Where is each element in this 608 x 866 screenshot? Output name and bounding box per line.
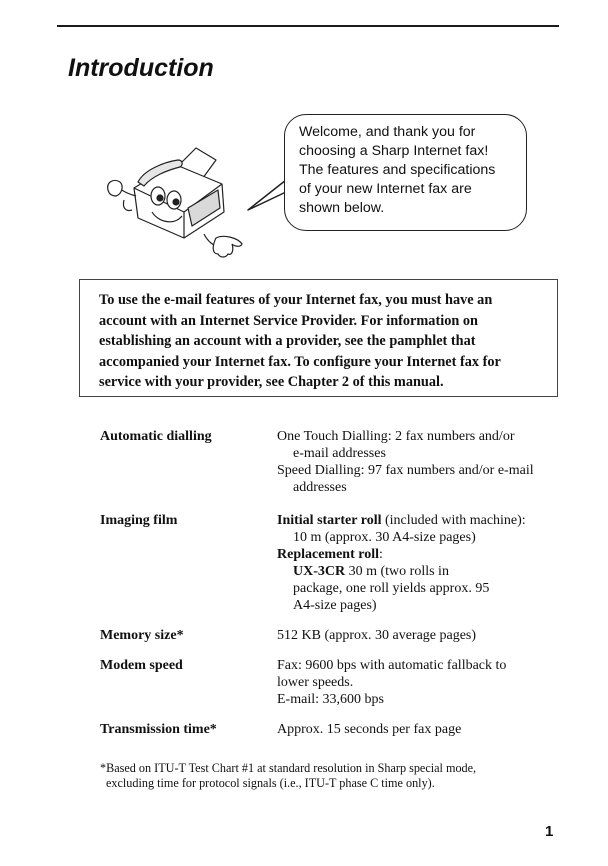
isp-notice-box [79,279,558,397]
starter-roll-note: (included with machine): [381,513,526,528]
spec-value: Approx. 15 seconds per fax page [277,722,462,737]
spec-row-imaging-film [100,512,570,614]
spec-row-modem-speed [100,657,570,708]
bubble-line: of your new Internet fax are [299,181,472,197]
spec-line: A4-size pages) [293,598,377,613]
spec-line [277,546,567,563]
footnote-line: *Based on ITU-T Test Chart #1 at standard resolution in Sharp special mode, [100,761,477,775]
starter-roll-label: Initial starter roll [277,513,382,528]
replacement-roll-label: Replacement roll [277,547,379,562]
spec-value: 512 KB (approx. 30 average pages) [277,628,477,643]
bubble-line: The features and specifications [299,162,496,178]
spec-line [277,512,567,529]
footnote [100,761,550,791]
replacement-colon: : [379,547,383,562]
top-rule [57,25,559,27]
spec-value [277,657,567,708]
spec-line: Speed Dialling: 97 fax numbers and/or e-mail [277,463,534,478]
spec-line [277,563,567,580]
model-detail: 30 m (two rolls in [345,564,449,579]
spec-label: Automatic dialling [100,429,212,444]
page-title: Introduction [68,54,214,82]
specifications-table [100,428,570,738]
spec-value [277,512,567,614]
spec-line: addresses [293,480,347,495]
bubble-line: choosing a Sharp Internet fax! [299,143,489,159]
speech-bubble-tail [246,178,288,214]
spec-line: e-mail addresses [293,446,386,461]
bubble-line: shown below. [299,200,385,216]
spec-label: Imaging film [100,513,178,528]
welcome-speech-bubble [284,114,527,231]
spec-label: Modem speed [100,658,183,673]
spec-value [277,428,567,496]
spec-row-automatic-dialling [100,428,570,496]
spec-line: 10 m (approx. 30 A4-size pages) [293,530,476,545]
notice-text: To use the e-mail features of your Internet fax, you must have an account with an Internet Service Provider. For information on establishing an account with a provider, see the pamphlet that accompanied your Internet fax. To configure your Internet fax for service with your provider, see Chapter 2 of this manual. [99,292,501,390]
spec-line: package, one roll yields approx. 95 [293,581,490,596]
spec-line: One Touch Dialling: 2 fax numbers and/or [277,429,515,444]
spec-label: Transmission time* [100,722,217,737]
spec-line: Fax: 9600 bps with automatic fallback to [277,658,507,673]
spec-row-transmission-time [100,721,570,738]
fax-mascot-illustration [104,130,254,262]
spec-line: E-mail: 33,600 bps [277,692,384,707]
page-number: 1 [545,823,554,840]
spec-line: lower speeds. [277,675,354,690]
bubble-line: Welcome, and thank you for [299,124,476,140]
model-number: UX-3CR [293,564,346,579]
spec-row-memory-size [100,627,570,644]
spec-label: Memory size* [100,628,184,643]
footnote-line: excluding time for protocol signals (i.e., ITU-T phase C time only). [106,776,435,790]
